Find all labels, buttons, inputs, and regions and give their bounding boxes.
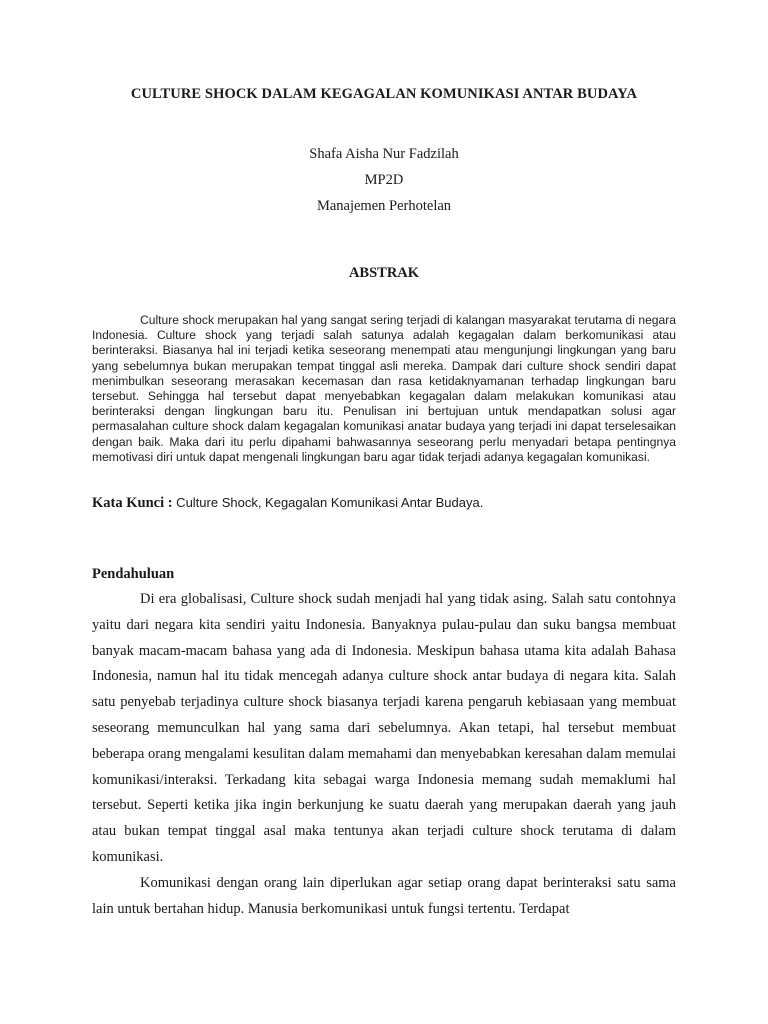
- keywords-line: [92, 495, 676, 512]
- abstract-heading: ABSTRAK: [348, 265, 420, 281]
- introduction-paragraph-2: Komunikasi dengan orang lain diperlukan agar setiap orang dapat berinteraksi satu sama lain untuk bertahan hidup. Manusia berkomunikasi untuk fungsi tertentu. Terdapat: [92, 874, 676, 917]
- author-block: [92, 141, 676, 219]
- abstract-text: Culture shock merupakan hal yang sangat sering terjadi di kalangan masyarakat terutama di negara Indonesia. Culture shock yang terjadi salah satunya adalah kegagalan dalam berkomunikasi atau berinteraksi. Biasanya hal ini terjadi ketika seseorang menempati atau mengunjungi lingkungan yang baru yang sebelumnya bukan merupakan tempat tinggal asli mereka. Dampak dari culture shock sendiri dapat menimbulkan seseorang merasakan kecemasan dan rasa ketidaknyamanan terhadap lingkungan baru tersebut. Sehingga hal tersebut dapat menyebabkan kegagalan dalam melakukan komunikasi atau berinteraksi dengan lingkungan baru itu. Penulisan ini bertujuan untuk mendapatkan solusi agar permasalahan culture shock dalam kegagalan komunikasi anatar budaya yang terjadi ini dapat terselesaikan dengan baik. Maka dari itu perlu dipahami bahwasannya seseorang perlu menyadari betapa pentingnya memotivasi diri untuk dapat mengenali lingkungan baru agar tidak terjadi adanya kegagalan komunikasi.: [92, 313, 676, 464]
- keywords-label: Kata Kunci :: [92, 495, 173, 512]
- keywords-value: Culture Shock, Kegagalan Komunikasi Antar Budaya.: [172, 495, 484, 511]
- introduction-paragraph-1: Di era globalisasi, Culture shock sudah menjadi hal yang tidak asing. Salah satu contohnya yaitu dari negara kita sendiri yaitu Indonesia. Banyaknya pulau-pulau dan suku bangsa membuat banyak macam-macam bahasa yang ada di Indonesia. Meskipun bahasa utama kita adalah Bahasa Indonesia, namun hal itu tidak mencegah adanya culture shock antar budaya di negara kita. Salah satu penyebab terjadinya culture shock biasanya terjadi karena pengaruh kebiasaan yang membuat seseorang memunculkan hal yang sama dari sebelumnya. Akan tetapi, hal tersebut membuat beberapa orang mengalami kesulitan dalam memahami dan menyebabkan keresahan dalam memulai komunikasi/interaksi. Terkadang kita sebagai warga Indonesia memang sudah memaklumi hal tersebut. Seperti ketika jika ingin berkunjung ke suatu daerah yang merupakan daerah yang jauh atau bukan tempat tinggal asal maka tentunya akan terjadi culture shock terutama di dalam komunikasi.: [92, 591, 676, 865]
- introduction-heading: Pendahuluan: [92, 566, 175, 583]
- document-title: CULTURE SHOCK DALAM KEGAGALAN KOMUNIKASI ANTAR BUDAYA: [130, 86, 638, 102]
- author-program: Manajemen Perhotelan: [316, 198, 452, 214]
- author-class: MP2D: [364, 172, 404, 188]
- author-name: Shafa Aisha Nur Fadzilah: [309, 146, 459, 162]
